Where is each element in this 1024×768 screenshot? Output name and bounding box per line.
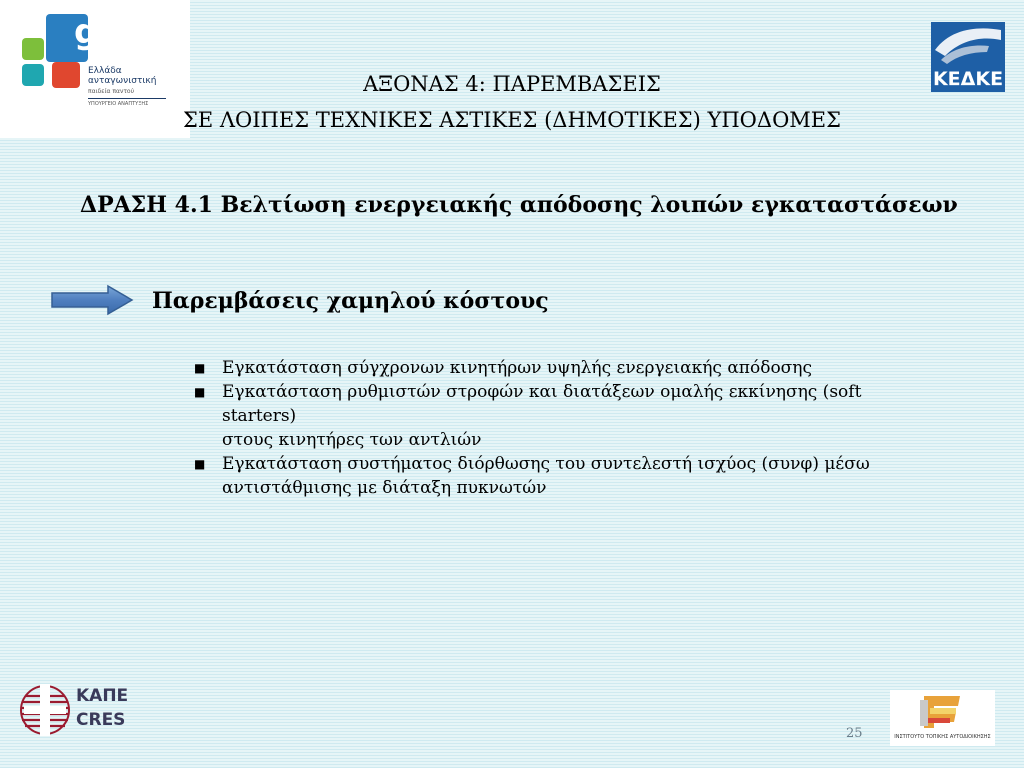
ita-emblem-icon bbox=[890, 690, 995, 734]
list-item bbox=[190, 356, 980, 380]
list-item-text: Εγκατάσταση σύγχρονων κινητήρων υψηλής ενεργειακής απόδοσης bbox=[222, 358, 812, 378]
cres-emblem-icon bbox=[18, 676, 72, 744]
logo-gr-divider bbox=[88, 98, 166, 99]
sub-heading: Παρεμβάσεις χαμηλού κόστους bbox=[152, 288, 549, 314]
bullet-square-icon: ■ bbox=[194, 361, 206, 375]
measures-list bbox=[190, 356, 980, 500]
action-heading: ΔΡΑΣΗ 4.1 Βελτίωση ενεργειακής απόδοσης λοιπών εγκαταστάσεων bbox=[80, 192, 958, 218]
cres-logo-line-1: ΚΑΠΕ bbox=[76, 686, 129, 706]
list-item-text: Εγκατάσταση ρυθμιστών στροφών και διατάξεων ομαλής εκκίνησης (soft bbox=[222, 382, 862, 402]
bullet-square-icon: ■ bbox=[194, 385, 206, 399]
list-item-text: starters) bbox=[222, 406, 297, 426]
kedke-logo-text: ΚΕΔΚΕ bbox=[932, 68, 1004, 90]
logo-gr-line-1: Ελλάδα bbox=[88, 66, 122, 76]
page-number: 25 bbox=[846, 726, 863, 741]
logo-gr-line-4: ΥΠΟΥΡΓΕΙΟ ΑΝΑΠΤΥΞΗΣ bbox=[88, 101, 149, 107]
ita-logo-caption: ΙΝΣΤΙΤΟΥΤΟ ΤΟΠΙΚΗΣ ΑΥΤΟΔΙΟΙΚΗΣΗΣ bbox=[894, 734, 991, 740]
list-item-text: στους κινητήρες των αντλιών bbox=[222, 430, 482, 450]
bullet-square-icon: ■ bbox=[194, 457, 206, 471]
ita-logo bbox=[890, 690, 995, 746]
logo-gr-brand: gr bbox=[74, 12, 114, 52]
list-item bbox=[190, 452, 980, 500]
cres-logo-line-2: CRES bbox=[76, 710, 126, 730]
cres-logo bbox=[18, 676, 128, 744]
logo-green-square bbox=[22, 38, 44, 60]
slide-title-line-1: ΑΞΟΝΑΣ 4: ΠΑΡΕΜΒΑΣΕΙΣ bbox=[363, 72, 661, 96]
logo-gr-line-2: ανταγωνιστική bbox=[88, 76, 157, 86]
logo-gr-line-3: παιδεία παντού bbox=[88, 88, 135, 95]
list-item bbox=[190, 380, 980, 452]
slide-title-line-2: ΣΕ ΛΟΙΠΕΣ ΤΕΧΝΙΚΕΣ ΑΣΤΙΚΕΣ (ΔΗΜΟΤΙΚΕΣ) ΥΠΟΔΟΜΕΣ bbox=[183, 108, 841, 132]
list-item-text: αντιστάθμισης με διάταξη πυκνωτών bbox=[222, 478, 547, 498]
right-arrow-icon bbox=[50, 284, 134, 316]
list-item-text: Εγκατάσταση συστήματος διόρθωσης του συντελεστή ισχύος (συνφ) μέσω bbox=[222, 454, 870, 474]
